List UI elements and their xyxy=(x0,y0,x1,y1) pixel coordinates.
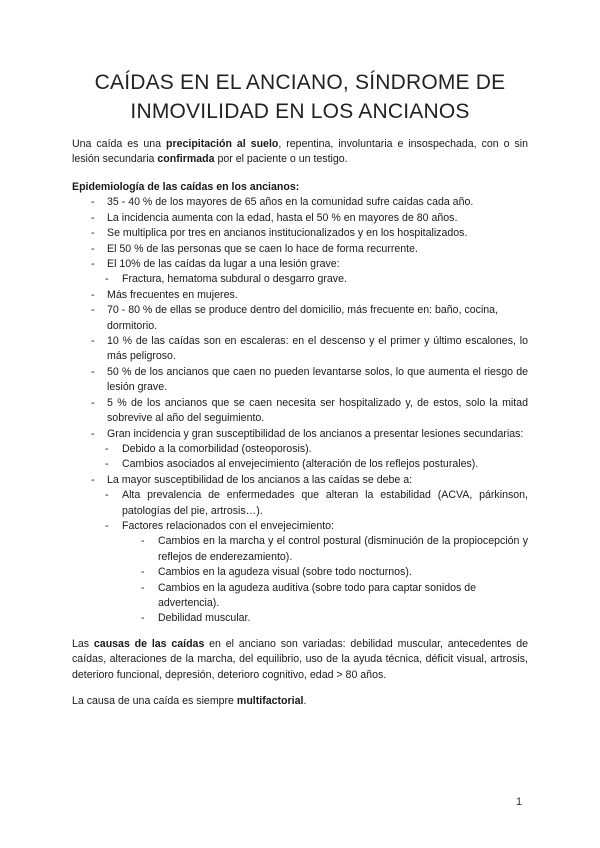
sub-sublist xyxy=(122,534,528,626)
list-item: - Se multiplica por tres en ancianos institucionalizados y en los hospitalizados. xyxy=(72,226,528,241)
list-item: - La incidencia aumenta con la edad, hasta el 50 % en mayores de 80 años. xyxy=(72,211,528,226)
multifactorial-paragraph: La causa de una caída es siempre multifactorial. xyxy=(72,695,307,707)
page-number: 1 xyxy=(516,796,523,808)
causes-paragraph: Las causas de las caídas en el anciano son variadas: debilidad muscular, antecedentes de caídas, alteraciones de la marcha, del equilibrio, uso de la ayuda técnica, déficit visual, artrosis, deterioro funcional, depresión, deterioro cognitivo, edad > 80 años. xyxy=(72,638,528,681)
list-item: - La mayor susceptibilidad de los ancianos a las caídas se debe a: - Alta prevalencia de enfermedades que alteran la estabilidad (ACVA, párkinson, patologías del pie, artrosis…). - Factores relacionados con el envejecimiento: - Cambios en la marcha y el control postural (disminución de la propiocepción y reflejos de enderezamiento). - Cambios en la agudeza visual (sobre todo nocturnos). - Cambios en la agudeza auditiva (sobre todo para captar sonidos de advertencia). - Debilidad muscular. xyxy=(72,473,528,627)
list-item: - Más frecuentes en mujeres. xyxy=(72,288,528,303)
title-line-2: INMOVILIDAD EN LOS ANCIANOS xyxy=(130,100,470,123)
list-item: - Gran incidencia y gran susceptibilidad de los ancianos a presentar lesiones secundarias: - Debido a la comorbilidad (osteoporosis). - Cambios asociados al envejecimiento (alteración de los reflejos posturales). xyxy=(72,427,528,473)
sub-sub-list-item: - Cambios en la marcha y el control postural (disminución de la propiocepción y reflejos de enderezamiento). xyxy=(122,534,528,565)
list-item: - El 50 % de las personas que se caen lo hace de forma recurrente. xyxy=(72,242,528,257)
sub-sub-list-item: - Debilidad muscular. xyxy=(122,611,528,626)
list-item: - 35 - 40 % de los mayores de 65 años en la comunidad sufre caídas cada año. xyxy=(72,195,528,210)
sub-list-item: - Factores relacionados con el envejecimiento: - Cambios en la marcha y el control postural (disminución de la propiocepción y reflejos de enderezamiento). - Cambios en la agudeza visual (sobre todo nocturnos). - Cambios en la agudeza auditiva (sobre todo para captar sonidos de advertencia). - Debilidad muscular. xyxy=(103,519,528,627)
sub-sub-list-item: - Cambios en la agudeza auditiva (sobre todo para captar sonidos de advertencia). xyxy=(122,581,528,612)
sublist xyxy=(103,488,528,627)
list-item: - El 10% de las caídas da lugar a una lesión grave: - Fractura, hematoma subdural o desgarro grave. xyxy=(72,257,528,288)
sublist xyxy=(103,442,528,473)
sub-list-item: - Fractura, hematoma subdural o desgarro grave. xyxy=(103,272,528,287)
title-line-1: CAÍDAS EN EL ANCIANO, SÍNDROME DE xyxy=(94,71,506,94)
list-item: - 5 % de los ancianos que se caen necesita ser hospitalizado y, de estos, solo la mitad sobrevive al año del seguimiento. xyxy=(72,396,528,427)
sublist xyxy=(103,272,528,287)
sub-list-item: - Cambios asociados al envejecimiento (alteración de los reflejos posturales). xyxy=(103,457,528,472)
list-item: - 50 % de los ancianos que caen no pueden levantarse solos, lo que aumenta el riesgo de lesión grave. xyxy=(72,365,528,396)
epidemiology-list xyxy=(72,195,528,626)
sub-list-item: - Debido a la comorbilidad (osteoporosis). xyxy=(103,442,528,457)
list-item: - 70 - 80 % de ellas se produce dentro del domicilio, más frecuente en: baño, cocina, dormitorio. xyxy=(72,303,528,334)
section-heading: Epidemiología de las caídas en los ancianos: xyxy=(72,181,300,193)
list-item: - 10 % de las caídas son en escaleras: en el descenso y el primer y último escalones, lo más peligroso. xyxy=(72,334,528,365)
sub-list-item: - Alta prevalencia de enfermedades que alteran la estabilidad (ACVA, párkinson, patologías del pie, artrosis…). xyxy=(103,488,528,519)
page-title xyxy=(50,68,550,126)
sub-sub-list-item: - Cambios en la agudeza visual (sobre todo nocturnos). xyxy=(122,565,528,580)
intro-paragraph: Una caída es una precipitación al suelo, repentina, involuntaria e insospechada, con o sin lesión secundaria confirmada por el paciente o un testigo. xyxy=(72,138,528,166)
epidemiology-section xyxy=(72,180,528,627)
